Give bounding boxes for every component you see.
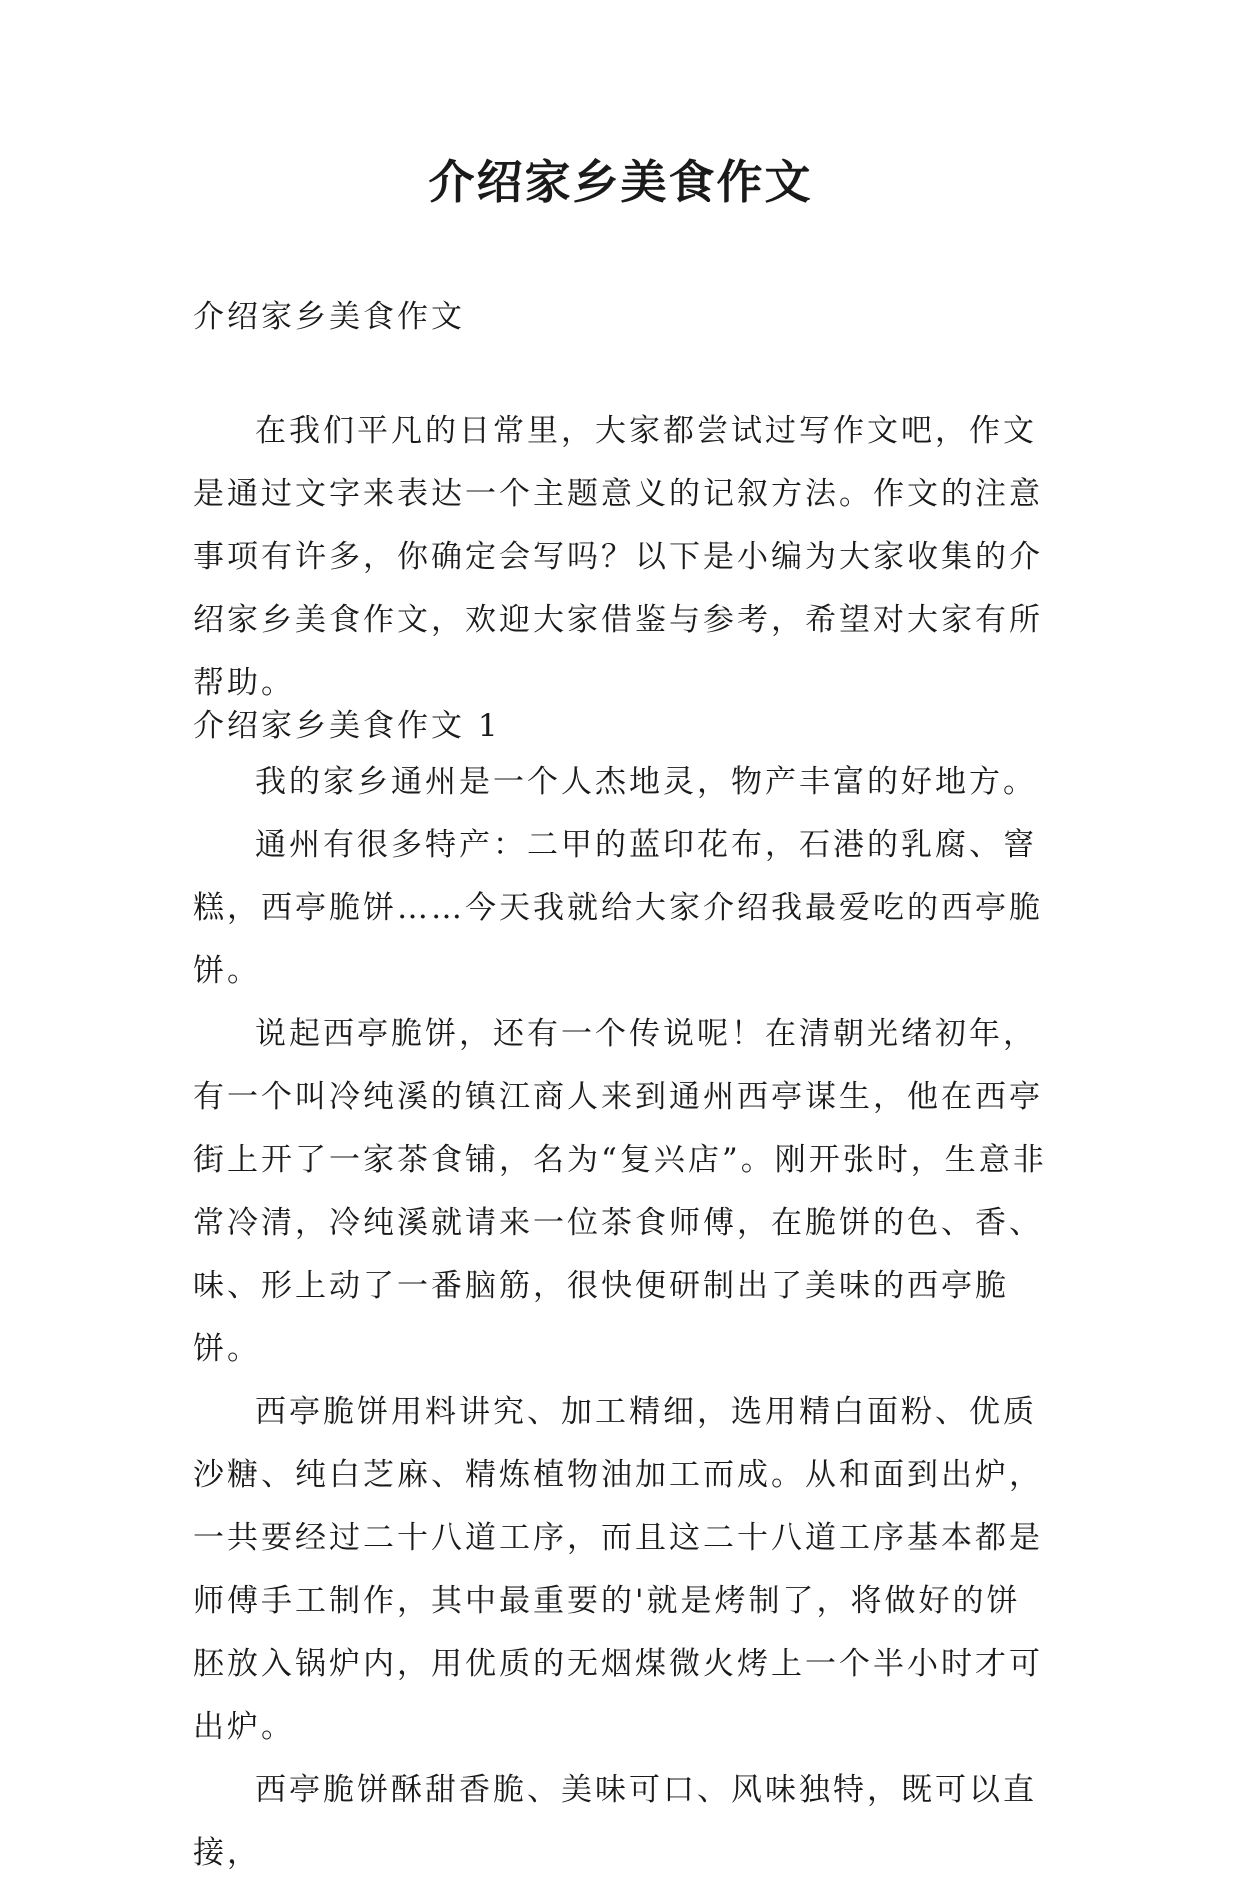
paragraph: 通州有很多特产：二甲的蓝印花布，石港的乳腐、窨糕，西亭脆饼……今天我就给大家介绍我最爱吃的西亭脆饼。 <box>193 827 1043 989</box>
paragraph: 西亭脆饼用料讲究、加工精细，选用精白面粉、优质沙糖、纯白芝麻、精炼植物油加工而成。从和面到出炉，一共要经过二十八道工序，而且这二十八道工序基本都是师傅手工制作，其中最重要的'就是烤制了，将做好的饼胚放入锅炉内，用优质的无烟煤微火烤上一个半小时才可出炉。 <box>193 1394 1043 1745</box>
section-heading: 介绍家乡美食作文 1 <box>193 708 501 744</box>
paragraph: 我的家乡通州是一个人杰地灵，物产丰富的好地方。 <box>255 764 1037 800</box>
paragraph: 西亭脆饼酥甜香脆、美味可口、风味独特，既可以直接， <box>193 1772 1037 1871</box>
intro-paragraph: 在我们平凡的日常里，大家都尝试过写作文吧，作文是通过文字来表达一个主题意义的记叙方法。作文的注意事项有许多，你确定会写吗？以下是小编为大家收集的介绍家乡美食作文，欢迎大家借鉴与参考，希望对大家有所帮助。 <box>193 413 1043 701</box>
document-subtitle: 介绍家乡美食作文 <box>193 299 465 335</box>
page-title: 介绍家乡美食作文 <box>428 155 813 209</box>
paragraph: 说起西亭脆饼，还有一个传说呢！在清朝光绪初年，有一个叫冷纯溪的镇江商人来到通州西亭谋生，他在西亭街上开了一家茶食铺，名为“复兴店”。刚开张时，生意非常冷清，冷纯溪就请来一位茶食师傅，在脆饼的色、香、味、形上动了一番脑筋，很快便研制出了美味的西亭脆饼。 <box>193 1016 1047 1367</box>
body-text <box>193 751 1053 1885</box>
intro-paragraph-block <box>193 400 1053 715</box>
